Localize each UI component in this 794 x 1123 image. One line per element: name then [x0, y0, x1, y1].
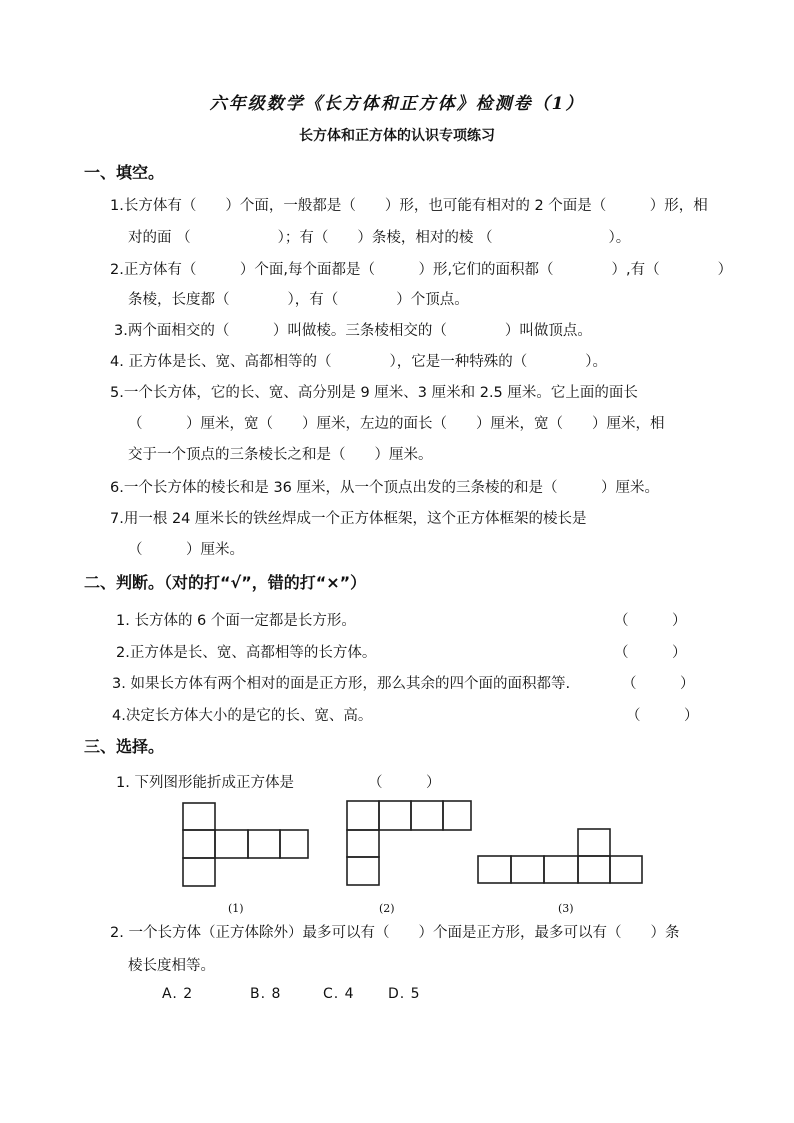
- question-line: 5.一个长方体，它的长、宽、高分别是 9 厘米、3 厘米和 2.5 厘米。它上面的面长: [110, 385, 638, 401]
- question-line: （ ）厘米。: [128, 542, 244, 558]
- judge-item: 2.正方体是长、宽、高都相等的长方体。: [116, 645, 377, 661]
- answer-bracket[interactable]: （ ）: [626, 708, 699, 724]
- net-square: [280, 830, 308, 858]
- question-line: 7.用一根 24 厘米长的铁丝焊成一个正方体框架，这个正方体框架的棱长是: [110, 511, 587, 527]
- question-line: 2.正方体有（ ）个面,每个面都是（ ）形,它们的面积都（ ）,有（ ）: [110, 262, 733, 278]
- question-line: 交于一个顶点的三条棱长之和是（ ）厘米。: [128, 447, 433, 463]
- page-title: 六年级数学《长方体和正方体》检测卷（1）: [209, 94, 585, 114]
- net-square: [578, 856, 610, 883]
- question-line: 3.两个面相交的（ ）叫做棱。三条棱相交的（ ）叫做顶点。: [114, 323, 592, 339]
- net-label-3: (3): [558, 902, 574, 915]
- answer-bracket[interactable]: （ ）: [368, 775, 441, 791]
- section-heading-fill-blank: 一、填空。: [84, 163, 165, 182]
- question-line: 1.长方体有（ ）个面，一般都是（ ）形，也可能有相对的 2 个面是（ ）形，相: [110, 198, 708, 214]
- answer-bracket[interactable]: （ ）: [614, 645, 687, 661]
- answer-bracket[interactable]: （ ）: [622, 676, 695, 692]
- choice-question: 棱长度相等。: [128, 958, 215, 974]
- cube-net-1: [180, 800, 310, 890]
- net-square: [610, 856, 642, 883]
- net-square: [183, 830, 215, 858]
- net-square: [443, 801, 471, 830]
- question-line: （ ）厘米，宽（ ）厘米，左边的面长（ ）厘米，宽（ ）厘米，相: [128, 416, 665, 432]
- option-d[interactable]: D. 5: [388, 986, 421, 1002]
- option-c[interactable]: C. 4: [323, 986, 355, 1002]
- cube-net-2: [344, 798, 474, 890]
- net-square: [578, 829, 610, 856]
- option-a[interactable]: A. 2: [162, 986, 194, 1002]
- net-label-1: (1): [228, 902, 244, 915]
- net-square: [347, 830, 379, 857]
- net-square: [411, 801, 443, 830]
- choice-question: 1. 下列图形能折成正方体是: [116, 775, 294, 791]
- judge-item: 4.决定长方体大小的是它的长、宽、高。: [112, 708, 373, 724]
- net-square: [544, 856, 578, 883]
- net-square: [215, 830, 248, 858]
- question-line: 4. 正方体是长、宽、高都相等的（ ），它是一种特殊的（ ）。: [110, 354, 607, 370]
- net-square: [248, 830, 280, 858]
- net-square: [183, 858, 215, 886]
- net-label-2: (2): [379, 902, 395, 915]
- judge-item: 1. 长方体的 6 个面一定都是长方形。: [116, 613, 356, 629]
- choice-question: 2. 一个长方体（正方体除外）最多可以有（ ）个面是正方形，最多可以有（ ）条: [110, 925, 680, 941]
- question-line: 对的面 （ ）；有（ ）条棱，相对的棱 （ ）。: [128, 230, 631, 246]
- judge-item: 3. 如果长方体有两个相对的面是正方形，那么其余的四个面的面积都等.: [112, 676, 571, 692]
- net-square: [511, 856, 544, 883]
- net-square: [183, 803, 215, 830]
- answer-bracket[interactable]: （ ）: [614, 613, 687, 629]
- option-b[interactable]: B. 8: [250, 986, 282, 1002]
- section-heading-judge: 二、判断。（对的打“√”，错的打“×”）: [84, 573, 367, 592]
- page-subtitle: 长方体和正方体的认识专项练习: [299, 128, 495, 144]
- net-square: [347, 801, 379, 830]
- cube-net-3: [476, 826, 646, 886]
- question-line: 条棱，长度都（ ），有（ ）个顶点。: [128, 292, 469, 308]
- net-square: [347, 857, 379, 885]
- net-square: [478, 856, 511, 883]
- question-line: 6.一个长方体的棱长和是 36 厘米，从一个顶点出发的三条棱的和是（ ）厘米。: [110, 480, 660, 496]
- section-heading-choice: 三、选择。: [84, 737, 165, 756]
- net-square: [379, 801, 411, 830]
